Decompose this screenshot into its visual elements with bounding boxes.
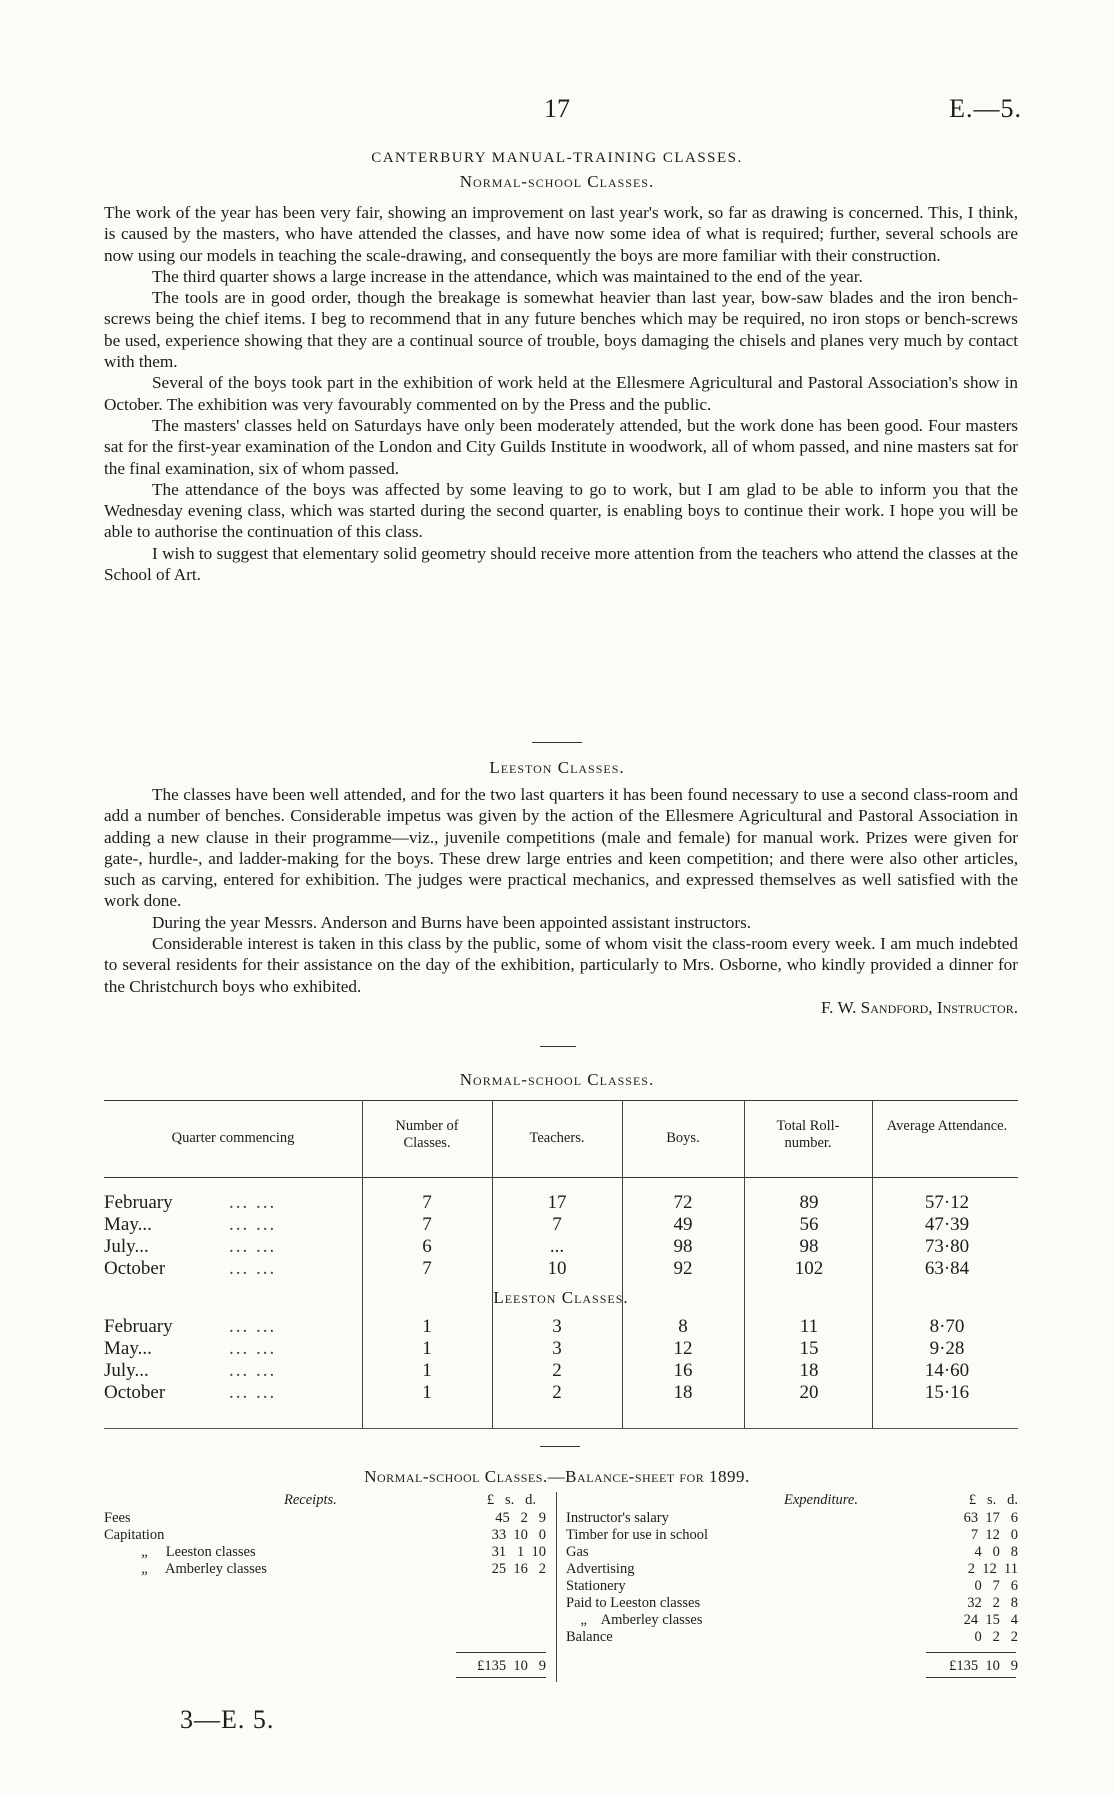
expenditure-amount: 0 7 6	[974, 1578, 1018, 1594]
receipt-amount: 33 10 0	[491, 1527, 546, 1543]
table-cell: 1	[422, 1338, 432, 1359]
canterbury-body	[104, 202, 1018, 585]
table-cell: 2	[552, 1360, 562, 1381]
receipt-row	[104, 1527, 556, 1544]
table-cell: 16	[673, 1360, 693, 1381]
table-subheading: Leeston Classes.	[493, 1288, 629, 1307]
table-cell: 18	[799, 1360, 819, 1381]
table-cell: 3	[552, 1316, 562, 1337]
table-rule	[104, 1100, 1018, 1101]
expenditure-amount: 2 12 11	[967, 1561, 1018, 1577]
total-rule	[456, 1677, 546, 1678]
table-cell: 92	[673, 1258, 693, 1279]
receipt-row	[104, 1561, 556, 1578]
table-cell: 49	[673, 1214, 693, 1235]
table-cell: 7	[422, 1258, 432, 1279]
table-cell: 15·16	[924, 1382, 970, 1403]
table-row	[104, 1382, 1018, 1404]
paragraph: The classes have been well attended, and for the two last quarters it has been found necessary to use a second class-room and add a number of benches. Considerable impetus was given by the action of the Ellesmere Agricultural and Pastoral Association in adding a new clause in their programme—viz., juvenile competitions (male and female) for manual work. Prizes were given for gate-, hurdle-, and ladder-making for the boys. These drew large entries and keen competition; and there were also other articles, such as carving, entered for exhibition. The judges were practical mechanics, and expressed themselves as well satisfied with the work done.	[104, 785, 1018, 911]
expenditure-amount: 7 12 0	[970, 1527, 1018, 1543]
paragraph: The attendance of the boys was affected by some leaving to go to work, but I am glad to be able to inform you that the Wednesday evening class, which was started during the second quarter, is enabling boys to continue their work. I hope you will be able to authorise the continuation of this class.	[104, 479, 1018, 542]
total-rule	[926, 1677, 1016, 1678]
expenditure-label: Balance	[566, 1629, 613, 1645]
expenditure-total: £135 10 9	[949, 1658, 1018, 1674]
expenditure-amount: 24 15 4	[963, 1612, 1018, 1628]
table-cell: 63·84	[924, 1258, 970, 1279]
table-rule	[104, 1428, 1018, 1429]
section-title: CANTERBURY MANUAL-TRAINING CLASSES.	[371, 150, 743, 166]
column-header: Number of Classes.	[395, 1118, 459, 1151]
receipt-row	[104, 1544, 556, 1561]
expenditure-label: Instructor's salary	[566, 1510, 669, 1526]
table-cell: October	[104, 1258, 166, 1279]
table-cell: May...	[104, 1214, 152, 1235]
expenditure-row	[566, 1578, 1018, 1595]
table-rule	[104, 1177, 1018, 1178]
leader-dots: ... ...	[229, 1214, 277, 1235]
paragraph: I wish to suggest that elementary solid geometry should receive more attention from the teachers who attend the classes at the School of Art.	[104, 543, 1018, 585]
column-header: Boys.	[666, 1130, 700, 1146]
table-cell: 98	[799, 1236, 819, 1257]
table-row	[104, 1316, 1018, 1338]
receipt-label: „ Amberley classes	[134, 1561, 267, 1577]
table-cell: 20	[799, 1382, 819, 1403]
table-row	[104, 1360, 1018, 1382]
expenditure-row	[566, 1629, 1018, 1646]
paragraph: The third quarter shows a large increase in the attendance, which was maintained to the end of the year.	[152, 266, 863, 286]
column-header: Teachers.	[529, 1130, 585, 1146]
leader-dots: ... ...	[229, 1258, 277, 1279]
receipts-header: Receipts.	[284, 1492, 337, 1508]
signature: F. W. Sandford, Instructor.	[820, 997, 1018, 1017]
receipt-label: Capitation	[104, 1527, 165, 1543]
table-cell: 3	[552, 1338, 562, 1359]
table-row	[104, 1214, 1018, 1236]
expenditure-amount: 4 0 8	[974, 1544, 1018, 1560]
table-cell: 17	[547, 1192, 567, 1213]
table-title: Normal-school Classes.	[459, 1070, 655, 1089]
table-cell: July...	[104, 1360, 149, 1381]
table-cell: 18	[673, 1382, 693, 1403]
section-divider	[540, 1046, 576, 1047]
leader-dots: ... ...	[229, 1360, 277, 1381]
table-cell: May...	[104, 1338, 152, 1359]
expenditure-row	[566, 1527, 1018, 1544]
table-row	[104, 1258, 1018, 1280]
expenditure-amount: 0 2 2	[974, 1629, 1018, 1645]
currency-header: £ s. d.	[968, 1492, 1018, 1508]
leader-dots: ... ...	[229, 1382, 277, 1403]
receipt-amount: 31 1 10	[491, 1544, 546, 1560]
receipt-label: „ Leeston classes	[134, 1544, 256, 1560]
table-cell: 2	[552, 1382, 562, 1403]
expenditure-label: Gas	[566, 1544, 589, 1560]
expenditure-header: Expenditure.	[784, 1492, 858, 1508]
table-cell: 1	[422, 1316, 432, 1337]
total-rule	[456, 1652, 546, 1653]
leader-dots: ... ...	[229, 1236, 277, 1257]
table-cell: February	[104, 1316, 173, 1337]
receipt-amount: 45 2 9	[495, 1510, 546, 1526]
paragraph: The work of the year has been very fair, showing an improvement on last year's work, so far as drawing is concerned. This, I think, is caused by the masters, who have attended the classes, and have now some idea of what is required; further, several schools are now using our models in teaching the scale-drawing, and consequently the boys are more familiar with their construction.	[104, 203, 1018, 265]
leader-dots: ... ...	[229, 1338, 277, 1359]
expenditure-row	[566, 1544, 1018, 1561]
table-cell: February	[104, 1192, 173, 1213]
table-cell: 89	[799, 1192, 819, 1213]
paragraph: During the year Messrs. Anderson and Burns have been appointed assistant instructors.	[152, 912, 752, 932]
table-cell: 102	[794, 1258, 824, 1279]
table-cell: 7	[422, 1192, 432, 1213]
table-cell: 1	[422, 1360, 432, 1381]
table-cell: 7	[552, 1214, 562, 1235]
section-divider	[540, 1446, 580, 1447]
paragraph: The masters' classes held on Saturdays have only been moderately attended, but the work done has been good. Four masters sat for the first-year examination of the London and City Guilds Institute in woodwork, all of whom passed, and nine masters sat for the final examination, six of whom passed.	[104, 415, 1018, 478]
column-header: Average Attendance.	[886, 1118, 1008, 1134]
leader-dots: ... ...	[229, 1192, 277, 1213]
expenditure-row	[566, 1612, 1018, 1629]
page-number: 17	[544, 94, 570, 123]
paragraph: Several of the boys took part in the exhibition of work held at the Ellesmere Agricultural and Pastoral Association's show in October. The exhibition was very favourably commented on by the Press and the public.	[104, 373, 1018, 414]
column-header: Total Roll-number.	[776, 1118, 840, 1151]
section-divider	[532, 742, 582, 743]
table-cell: 73·80	[924, 1236, 970, 1257]
table-cell: 7	[422, 1214, 432, 1235]
table-cell: 56	[799, 1214, 819, 1235]
expenditure-amount: 32 2 8	[967, 1595, 1018, 1611]
expenditure-row	[566, 1595, 1018, 1612]
section-subtitle: Normal-school Classes.	[459, 172, 655, 191]
column-header: Quarter commencing	[171, 1130, 295, 1146]
table-cell: 72	[673, 1192, 693, 1213]
table-row	[104, 1236, 1018, 1258]
total-rule	[926, 1652, 1016, 1653]
table-cell: 15	[799, 1338, 819, 1359]
table-cell: 98	[673, 1236, 693, 1257]
expenditure-label: Timber for use in school	[566, 1527, 709, 1543]
table-cell: October	[104, 1382, 166, 1403]
expenditure-row	[566, 1510, 1018, 1527]
leader-dots: ... ...	[229, 1316, 277, 1337]
table-cell: 8	[678, 1316, 688, 1337]
expenditure-row	[566, 1561, 1018, 1578]
receipt-label: Fees	[104, 1510, 131, 1526]
table-row	[104, 1192, 1018, 1214]
expenditure-label: Paid to Leeston classes	[566, 1595, 701, 1611]
leeston-subtitle: Leeston Classes.	[489, 758, 625, 777]
table-cell: 11	[799, 1316, 819, 1337]
table-cell: 47·39	[924, 1214, 970, 1235]
currency-header: £ s. d.	[486, 1492, 536, 1508]
table-cell: 6	[422, 1236, 432, 1257]
table-cell: July...	[104, 1236, 149, 1257]
document-reference: E.—5.	[949, 94, 1022, 123]
table-cell: 10	[547, 1258, 567, 1279]
balance-sheet-title: Normal-school Classes.—Balance-sheet for 1899.	[364, 1467, 750, 1486]
receipt-row	[104, 1510, 556, 1527]
table-cell: 12	[673, 1338, 693, 1359]
column-divider	[556, 1492, 557, 1682]
leeston-body	[104, 784, 1018, 1018]
footer-reference: 3—E. 5.	[180, 1705, 275, 1734]
expenditure-amount: 63 17 6	[963, 1510, 1018, 1526]
expenditure-label: „ Amberley classes	[566, 1612, 703, 1628]
table-cell: ...	[549, 1236, 565, 1257]
paragraph: The tools are in good order, though the breakage is somewhat heavier than last year, bow-saw blades and the iron bench-screws being the chief items. I beg to recommend that in any future benches which may be required, no iron stops or bench-screws be used, experience showing that they are a continual source of trouble, boys damaging the chisels and planes very much by contact with them.	[104, 288, 1018, 372]
table-cell: 9·28	[929, 1338, 965, 1359]
table-cell: 1	[422, 1382, 432, 1403]
table-cell: 14·60	[924, 1360, 970, 1381]
paragraph: Considerable interest is taken in this class by the public, some of whom visit the class-room every week. I am much indebted to several residents for their assistance on the day of the exhibition, particularly to Mrs. Osborne, who kindly provided a dinner for the Christchurch boys who exhibited.	[104, 934, 1018, 996]
table-row	[104, 1338, 1018, 1360]
receipts-total: £135 10 9	[477, 1658, 546, 1674]
table-cell: 8·70	[929, 1316, 965, 1337]
expenditure-label: Stationery	[566, 1578, 626, 1594]
expenditure-label: Advertising	[566, 1561, 635, 1577]
table-cell: 57·12	[924, 1192, 970, 1213]
receipt-amount: 25 16 2	[491, 1561, 546, 1577]
